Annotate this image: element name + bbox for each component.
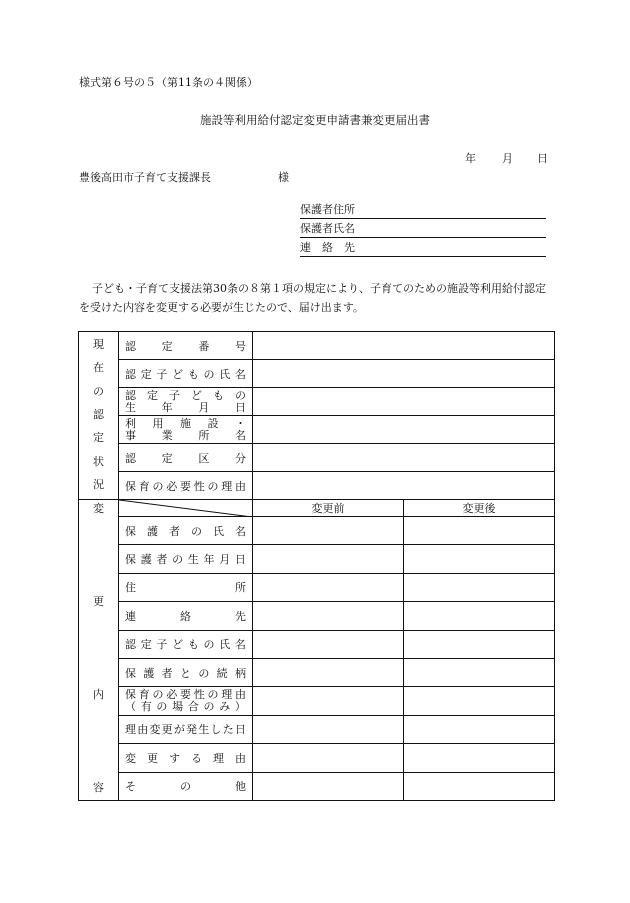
change-content-label-4	[119, 630, 253, 658]
current-status-label-5	[119, 472, 253, 500]
applicant-address-label: 保護者住所	[300, 203, 355, 216]
after-change-value[interactable]	[404, 630, 555, 658]
change-content-row	[79, 687, 555, 715]
applicant-name-field[interactable]	[300, 220, 546, 238]
after-change-value[interactable]	[404, 658, 555, 686]
before-change-value[interactable]	[253, 602, 404, 630]
current-status-label-2	[119, 388, 253, 416]
honorific: 様	[278, 171, 289, 184]
recipient: 豊後高田市子育て支援課長	[79, 171, 211, 184]
after-change-value[interactable]	[404, 517, 555, 545]
before-change-value[interactable]	[253, 658, 404, 686]
current-status-label-text: 認 定 子 ど も の 氏 名	[125, 367, 246, 381]
diagonal-header-cell	[119, 500, 253, 517]
current-status-row	[79, 472, 555, 500]
change-content-row	[79, 517, 555, 545]
before-change-value[interactable]	[253, 573, 404, 601]
diagonal-line	[119, 500, 252, 517]
current-status-label-text: 保 育 の 必 要 性 の 理 由	[125, 479, 246, 493]
change-content-label-7	[119, 715, 253, 743]
change-content-label-text: 変 更 す る 理 由	[125, 751, 246, 765]
date-year-label: 年	[465, 152, 476, 165]
change-content-side-label: 変 更 内 容	[79, 500, 119, 801]
current-status-label-text: 認 定 番 号	[125, 339, 246, 353]
after-change-value[interactable]	[404, 602, 555, 630]
current-status-label-3	[119, 416, 253, 444]
current-status-label-4	[119, 444, 253, 472]
change-content-row	[79, 744, 555, 772]
current-status-row	[79, 360, 555, 388]
current-status-value[interactable]	[253, 388, 555, 416]
change-content-label-3	[119, 602, 253, 630]
current-status-value[interactable]	[253, 444, 555, 472]
applicant-address-field[interactable]	[300, 201, 546, 219]
change-content-label-text: 住 所	[125, 581, 246, 595]
change-content-label-text: 保 護 者 の 氏 名	[125, 524, 246, 538]
before-change-value[interactable]	[253, 630, 404, 658]
after-change-value[interactable]	[404, 687, 555, 715]
change-form-table	[78, 331, 555, 801]
declaration-text: 子ども・子育て支援法第30条の８第１項の規定により、子育てのための施設等利用給付認定を受けた内容を変更する必要が生じたので、届け出ます。	[79, 282, 546, 314]
after-change-value[interactable]	[404, 545, 555, 573]
change-content-label-line2: （ 有 の 場 合 の み ）	[125, 700, 246, 714]
current-status-value[interactable]	[253, 472, 555, 500]
current-status-label-line2: 事 業 所 名	[125, 428, 246, 442]
change-content-label-text: 連 絡 先	[125, 609, 246, 623]
change-content-row	[79, 573, 555, 601]
change-content-label-text: そ の 他	[125, 780, 246, 794]
change-content-row	[79, 772, 555, 800]
change-content-row	[79, 602, 555, 630]
before-change-value[interactable]	[253, 687, 404, 715]
change-content-label-5	[119, 658, 253, 686]
document-title: 施設等利用給付認定変更申請書兼変更届出書	[200, 113, 430, 127]
before-change-header: 変更前	[253, 500, 404, 517]
before-change-value[interactable]	[253, 545, 404, 573]
current-status-label-line1: 利 用 施 設 ・	[125, 416, 246, 430]
change-content-row	[79, 715, 555, 743]
before-change-value[interactable]	[253, 772, 404, 800]
applicant-contact-label: 連 絡 先	[300, 241, 355, 254]
change-content-label-1	[119, 545, 253, 573]
applicant-name-label: 保護者氏名	[300, 222, 355, 235]
change-content-label-2	[119, 573, 253, 601]
change-content-row	[79, 630, 555, 658]
before-change-value[interactable]	[253, 715, 404, 743]
after-change-value[interactable]	[404, 573, 555, 601]
current-status-value[interactable]	[253, 332, 555, 360]
current-status-value[interactable]	[253, 360, 555, 388]
change-content-label-0	[119, 517, 253, 545]
current-status-row	[79, 388, 555, 416]
change-content-label-9	[119, 772, 253, 800]
before-change-value[interactable]	[253, 744, 404, 772]
date-day-label: 日	[537, 152, 548, 165]
after-change-value[interactable]	[404, 744, 555, 772]
before-change-value[interactable]	[253, 517, 404, 545]
current-status-label-line2: 生 年 月 日	[125, 400, 246, 414]
after-change-value[interactable]	[404, 715, 555, 743]
change-content-label-line1: 保 育 の 必 要 性 の 理 由	[125, 688, 246, 702]
current-status-row	[79, 444, 555, 472]
current-status-value[interactable]	[253, 416, 555, 444]
current-status-side-label: 現 在 の 認 定 状 況	[79, 332, 119, 500]
change-content-row	[79, 658, 555, 686]
applicant-contact-field[interactable]	[300, 239, 546, 257]
current-status-label-1	[119, 360, 253, 388]
change-content-label-6	[119, 687, 253, 715]
current-status-label-0	[119, 332, 253, 360]
after-change-value[interactable]	[404, 772, 555, 800]
change-content-label-8	[119, 744, 253, 772]
change-header-row	[79, 500, 555, 517]
change-content-label-text: 認 定 子 ど も の 氏 名	[125, 638, 246, 652]
change-content-label-text: 保 護 者 と の 続 柄	[125, 666, 246, 680]
change-content-row	[79, 545, 555, 573]
current-status-row	[79, 332, 555, 360]
current-status-label-text: 認 定 区 分	[125, 451, 246, 465]
date-month-label: 月	[502, 152, 513, 165]
form-number: 様式第６号の５（第11条の４関係）	[79, 76, 258, 89]
after-change-header: 変更後	[404, 500, 555, 517]
change-content-label-text: 理 由 変 更 が 発 生 し た 日	[125, 723, 246, 737]
change-content-label-text: 保 護 者 の 生 年 月 日	[125, 553, 246, 567]
current-status-label-line1: 認 定 子 ど も の	[125, 388, 246, 402]
current-status-row	[79, 416, 555, 444]
